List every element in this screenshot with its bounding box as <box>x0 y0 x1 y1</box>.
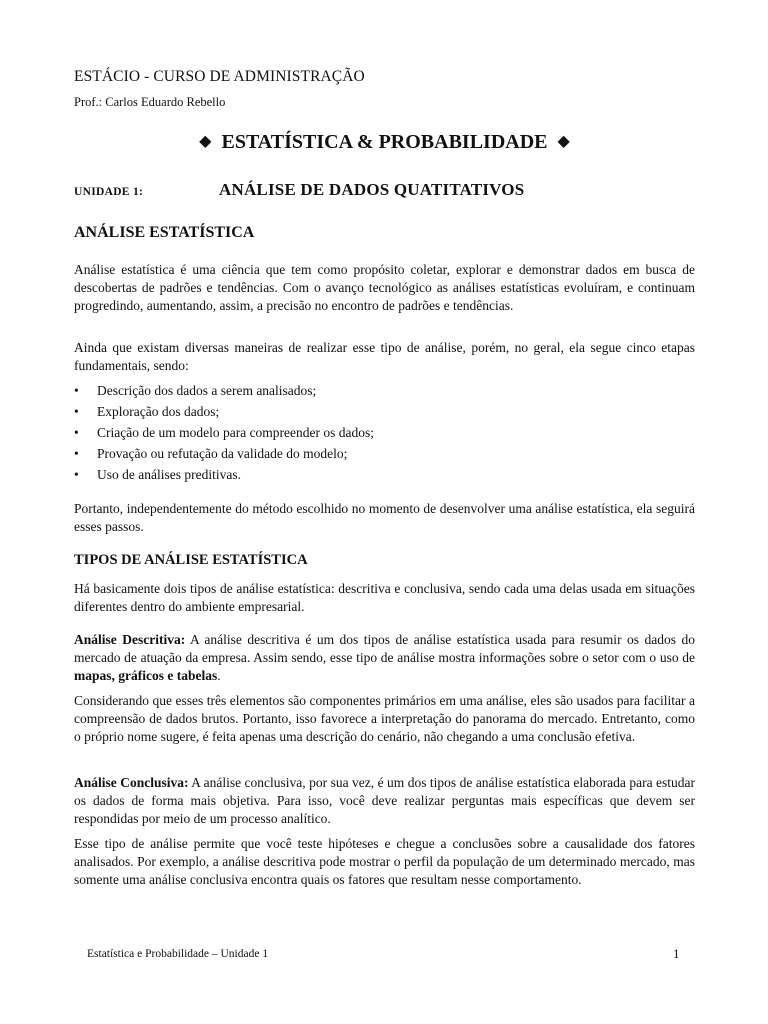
institution-header: ESTÁCIO - CURSO DE ADMINISTRAÇÃO <box>74 68 365 85</box>
paragraph-analise-descritiva <box>74 631 695 685</box>
paragraph: Esse tipo de análise permite que você teste hipóteses e chegue a conclusões sobre a causalidade dos fatores analisados. Por exemplo, a análise descritiva pode mostrar o perfil da população de um determinado mercado, mas somente uma análise conclusiva encontra quais os fatores que resultam nesse comportamento. <box>74 836 695 887</box>
paragraph-analise-conclusiva <box>74 774 695 828</box>
section-heading-analise-estatistica: ANÁLISE ESTATÍSTICA <box>74 224 255 241</box>
list-item <box>74 380 695 401</box>
list-item-text: Descrição dos dados a serem analisados; <box>97 383 317 398</box>
footer-text: Estatística e Probabilidade – Unidade 1 <box>87 948 269 960</box>
diamond-icon: ◆ <box>199 133 212 150</box>
bullet-icon: • <box>74 404 79 419</box>
bullet-icon: • <box>74 446 79 461</box>
paragraph: Ainda que existam diversas maneiras de realizar esse tipo de análise, porém, no geral, ela segue cinco etapas fundamentais, sendo: <box>74 340 695 373</box>
list-item <box>74 443 695 464</box>
page-number: 1 <box>673 946 680 961</box>
paragraph: Portanto, independentemente do método escolhido no momento de desenvolver uma análise estatística, ela seguirá esses passos. <box>74 501 695 534</box>
paragraph-text: . <box>217 668 221 683</box>
list-item <box>74 464 695 485</box>
unit-label: UNIDADE 1: <box>74 186 144 198</box>
professor-name: Prof.: Carlos Eduardo Rebello <box>74 95 226 109</box>
diamond-icon: ◆ <box>557 133 570 150</box>
list-item <box>74 401 695 422</box>
paragraph-text: A análise descritiva é um dos tipos de análise estatística usada para resumir os dados do mercado de atuação da empresa. Assim sendo, esse tipo de análise mostra informações sobre o setor com o uso de <box>74 632 695 665</box>
paragraph: Análise estatística é uma ciência que tem como propósito coletar, explorar e demonstrar dados em busca de descobertas de padrões e tendências. Com o avanço tecnológico as análises estatísticas evoluíram, e continuam progredindo, aumentando, assim, a precisão no encontro de padrões e tendências. <box>74 262 695 313</box>
bold-terms: mapas, gráficos e tabelas <box>74 668 218 683</box>
term-label: Análise Descritiva: <box>74 632 186 647</box>
section-heading-tipos: TIPOS DE ANÁLISE ESTATÍSTICA <box>74 552 308 568</box>
paragraph: Há basicamente dois tipos de análise estatística: descritiva e conclusiva, sendo cada uma delas usada em situações diferentes dentro do ambiente empresarial. <box>74 581 695 614</box>
document-title <box>74 131 695 154</box>
paragraph: Considerando que esses três elementos são componentes primários em uma análise, eles são usados para facilitar a compreensão de dados brutos. Portanto, isso favorece a interpretação do panorama do mercado. Entretanto, como o próprio nome sugere, é feita apenas uma descrição do cenário, não chegando a uma conclusão efetiva. <box>74 693 695 744</box>
list-item-text: Provação ou refutação da validade do modelo; <box>97 446 348 461</box>
bullet-icon: • <box>74 383 79 398</box>
list-item-text: Criação de um modelo para compreender os dados; <box>97 425 375 440</box>
steps-list <box>74 380 695 485</box>
term-label: Análise Conclusiva: <box>74 775 189 790</box>
bullet-icon: • <box>74 467 79 482</box>
bullet-icon: • <box>74 425 79 440</box>
list-item-text: Exploração dos dados; <box>97 404 220 419</box>
unit-title: ANÁLISE DE DADOS QUATITATIVOS <box>219 180 525 199</box>
document-title-text: ESTATÍSTICA & PROBABILIDADE <box>221 131 548 153</box>
paragraph-text: A análise conclusiva, por sua vez, é um dos tipos de análise estatística elaborada para estudar os dados de forma mais objetiva. Para isso, você deve realizar perguntas mais específicas que devem ser respondidas por meio de um processo analítico. <box>74 775 696 826</box>
list-item <box>74 422 695 443</box>
list-item-text: Uso de análises preditivas. <box>97 467 241 482</box>
